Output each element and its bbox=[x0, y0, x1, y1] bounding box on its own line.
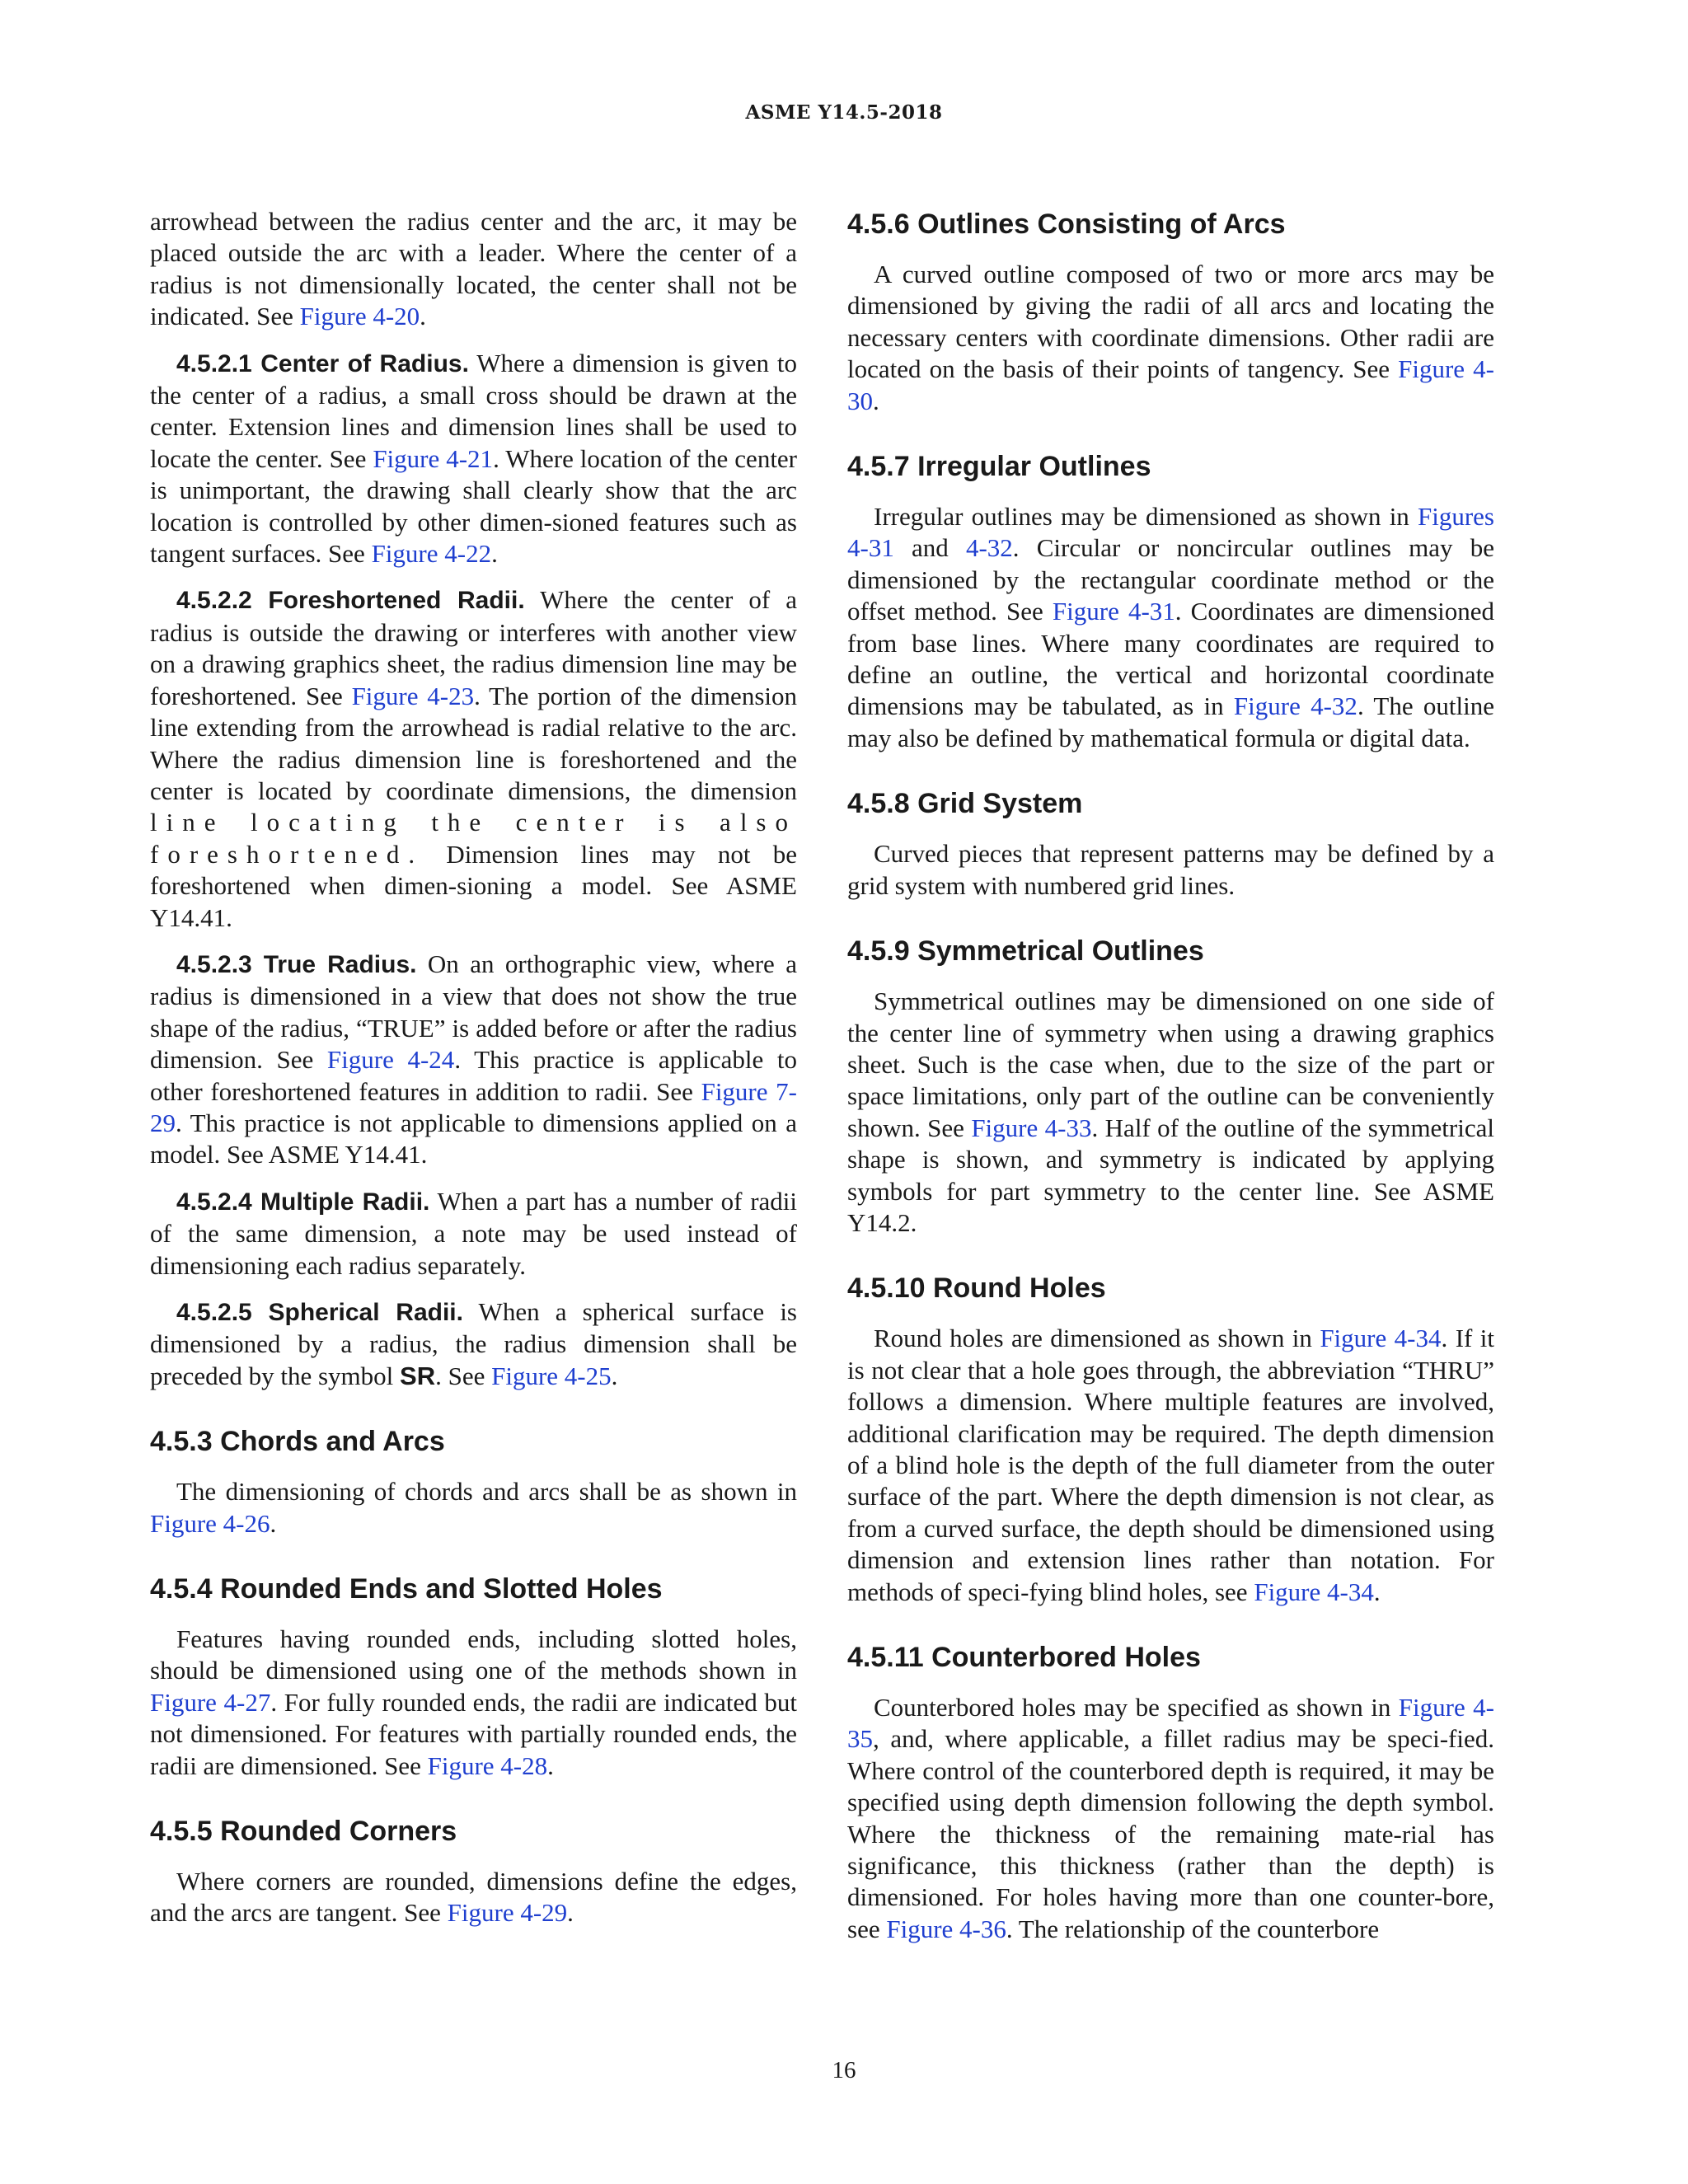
section-heading-4-5-5: 4.5.5 Rounded Corners bbox=[150, 1816, 457, 1848]
section-heading-4-5-4: 4.5.4 Rounded Ends and Slotted Holes bbox=[150, 1573, 663, 1605]
letterspaced-text: line locating the center is also foreshortened. bbox=[150, 808, 797, 869]
figure-link[interactable]: 4-32 bbox=[965, 533, 1013, 563]
page-number: 16 bbox=[832, 2057, 856, 2083]
figure-link[interactable]: Figure 4-21 bbox=[373, 443, 494, 473]
figure-link[interactable]: Figures 4-31 bbox=[847, 502, 1494, 563]
paragraph-4-5-2-3: 4.5.2.3 True Radius. On an orthographic view, where a radius is dimensioned in a view that does not show the true shape of the radius, “TRUE” is added before or after the radius dimension. See Figure 4-24. This practice is applicable to other foreshortened features in addition to radii. See Figure 7-29. This practice is not applicable to dimensions applied on a model. See ASME Y14.41. bbox=[150, 949, 797, 1169]
paragraph-4-5-6: A curved outline composed of two or more arcs may be dimensioned by giving the radii of all arcs and locating the necessary centers with coordinate dimensions. Other radii are located on the basis of their points of tangency. See Figure 4-30. bbox=[847, 260, 1494, 415]
figure-link[interactable]: Figure 4-33 bbox=[971, 1113, 1092, 1142]
section-heading-4-5-10: 4.5.10 Round Holes bbox=[847, 1272, 1106, 1305]
figure-link[interactable]: Figure 4-26 bbox=[150, 1508, 270, 1538]
run-in-heading: 4.5.2.4 Multiple Radii. bbox=[176, 1188, 430, 1216]
paragraph-4-5-5: Where corners are rounded, dimensions define the edges, and the arcs are tangent. See Figure 4-29. bbox=[150, 1867, 797, 1928]
paragraph-4-5-2-5: 4.5.2.5 Spherical Radii. When a spherical surface is dimensioned by a radius, the radius dimension shall be preceded by the symbol SR. See Figure 4-25. bbox=[150, 1297, 798, 1390]
figure-link[interactable]: Figure 4-35 bbox=[847, 1693, 1494, 1754]
run-in-heading: 4.5.2.1 Center of Radius. bbox=[176, 349, 469, 377]
figure-link[interactable]: Figure 4-34 bbox=[1320, 1324, 1442, 1353]
paragraph-4-5-9: Symmetrical outlines may be dimensioned on one side of the center line of symmetry when using a drawing graphics sheet. Such is the case when, due to the size of the part or space limitations, only part of the outline can be conveniently shown. See Figure 4-33. Half of the outline of the symmetrical shape is shown, and symmetry is indicated by applying symbols for part symmetry to the center line. See ASME Y14.2. bbox=[847, 987, 1494, 1237]
figure-link[interactable]: Figure 4-28 bbox=[427, 1750, 548, 1780]
figure-link[interactable]: Figure 4-24 bbox=[326, 1045, 455, 1075]
figure-link[interactable]: Figure 4-31 bbox=[1052, 597, 1175, 626]
spherical-radius-symbol: SR bbox=[400, 1361, 436, 1390]
section-heading-4-5-3: 4.5.3 Chords and Arcs bbox=[150, 1426, 445, 1458]
run-in-heading: 4.5.2.3 True Radius. bbox=[176, 950, 417, 978]
figure-link[interactable]: Figure 4-23 bbox=[351, 681, 475, 710]
paragraph-4-5-10: Round holes are dimensioned as shown in Figure 4-34. If it is not clear that a hole goes through, the abbreviation “THRU” follows a dimension. Where multiple features are involved, additional clarification may be required. The depth dimension of a blind hole is the depth of the full diameter from the outer surface of the part. Where the depth dimension is not clear, as from a curved surface, the depth should be dimensioned using dimension and extension lines rather than notation. For methods of speci-fying blind holes, see Figure 4-34. bbox=[847, 1324, 1495, 1606]
running-header: ASME Y14.5-2018 bbox=[745, 101, 943, 124]
section-heading-4-5-7: 4.5.7 Irregular Outlines bbox=[847, 451, 1151, 483]
paragraph-4-5-7: Irregular outlines may be dimensioned as shown in Figures 4-31 and 4-32. Circular or noncircular outlines may be dimensioned by the rectangular coordinate method or the offset method. See Figure 4-31. Coordinates are dimensioned from base lines. Where many coordinates are required to define an outline, the vertical and horizontal coordinate dimensions may be tabulated, as in Figure 4-32. The outline may also be defined by mathematical formula or digital data. bbox=[847, 502, 1494, 752]
paragraph-4-5-2-4: 4.5.2.4 Multiple Radii. When a part has a number of radii of the same dimension, a note may be used instead of dimensioning each radius separately. bbox=[150, 1186, 797, 1280]
paragraph-4-5-11: Counterbored holes may be specified as shown in Figure 4-35, and, where applicable, a fillet radius may be speci-fied. Where control of the counterbored depth is required, it may be specified using depth dimension following the depth symbol. Where the thickness of the remaining mate-rial has significance, this thickness (rather than the depth) is dimensioned. For holes having more than one counter-bore, see Figure 4-36. The relationship of the counterbore bbox=[847, 1693, 1494, 1943]
figure-link[interactable]: Figure 4-25 bbox=[491, 1361, 612, 1390]
figure-link[interactable]: Figure 4-27 bbox=[150, 1687, 271, 1717]
section-heading-4-5-11: 4.5.11 Counterbored Holes bbox=[847, 1642, 1201, 1673]
figure-link[interactable]: Figure 7-29 bbox=[150, 1076, 797, 1137]
figure-link[interactable]: Figure 4-20 bbox=[299, 302, 420, 331]
paragraph-4-5-2-2: 4.5.2.2 Foreshortened Radii. Where the center of a radius is outside the drawing or interferes with another view on a drawing graphics sheet, the radius dimension line may be foreshortened. See Figure 4-23. The portion of the dimension line extending from the arrowhead is radial relative to the arc. Where the radius dimension line is foreshortened and the center is located by coordinate dimensions, the dimension line locating the center is also foreshortened. Dimension lines may not be foreshortened when dimen-sioning a model. See ASME Y14.41. bbox=[150, 585, 797, 932]
section-heading-4-5-9: 4.5.9 Symmetrical Outlines bbox=[847, 935, 1204, 968]
run-in-heading: 4.5.2.5 Spherical Radii. bbox=[176, 1299, 463, 1326]
paragraph-4-5-4: Features having rounded ends, including slotted holes, should be dimensioned using one of the methods shown in Figure 4-27. For fully rounded ends, the radii are indicated but not dimensioned. For features with partially rounded ends, the radii are dimensioned. See Figure 4-28. bbox=[150, 1624, 797, 1780]
figure-link[interactable]: Figure 4-22 bbox=[371, 539, 492, 569]
figure-link[interactable]: Figure 4-34 bbox=[1254, 1577, 1374, 1606]
figure-link[interactable]: Figure 4-32 bbox=[1233, 691, 1357, 721]
paragraph-continued: arrowhead between the radius center and the arc, it may be placed outside the arc with a leader. Where the center of a radius is not dimensionally located, the center shall not be indicated. See Figure 4-20. bbox=[150, 207, 797, 331]
run-in-heading: 4.5.2.2 Foreshortened Radii. bbox=[176, 587, 525, 615]
figure-link[interactable]: Figure 4-36 bbox=[886, 1914, 1006, 1943]
paragraph-4-5-8: Curved pieces that represent patterns may be defined by a grid system with numbered grid lines. bbox=[847, 839, 1494, 900]
section-heading-4-5-8: 4.5.8 Grid System bbox=[847, 788, 1083, 820]
left-column bbox=[150, 206, 797, 1944]
right-column bbox=[847, 206, 1494, 1960]
section-heading-4-5-6: 4.5.6 Outlines Consisting of Arcs bbox=[847, 209, 1286, 240]
figure-link[interactable]: Figure 4-29 bbox=[447, 1898, 568, 1928]
paragraph-4-5-2-1: 4.5.2.1 Center of Radius. Where a dimension is given to the center of a radius, a small cross should be drawn at the center. Extension lines and dimension lines shall be used to locate the center. See Figure 4-21. Where location of the center is unimportant, the drawing shall clearly show that the arc location is controlled by other dimen-sioned features such as tangent surfaces. See Figure 4-22. bbox=[150, 348, 798, 569]
paragraph-4-5-3: The dimensioning of chords and arcs shall be as shown in Figure 4-26. bbox=[150, 1477, 797, 1538]
figure-link[interactable]: Figure 4-30 bbox=[847, 354, 1494, 415]
